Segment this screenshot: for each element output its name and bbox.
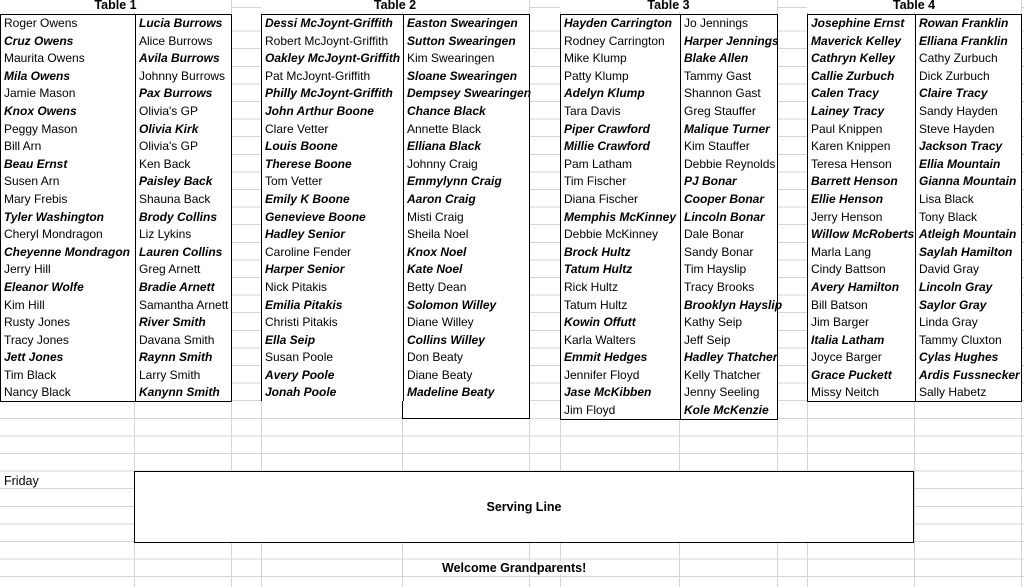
seat-name[interactable]: Jerry Hill [4, 262, 51, 277]
seat-name[interactable]: Genevieve Boone [265, 209, 366, 224]
seat-name[interactable]: Rusty Jones [4, 315, 71, 330]
seat-name[interactable]: Tammy Cluxton [919, 332, 1002, 347]
seat-name[interactable]: Brody Collins [139, 209, 218, 224]
table-1-right-column [135, 15, 232, 401]
seat-name[interactable]: Tatum Hultz [564, 297, 628, 312]
seat-name[interactable]: Karla Walters [564, 332, 636, 347]
seat-name[interactable]: Kate Noel [407, 262, 463, 277]
seat-name[interactable]: Susan Poole [265, 350, 334, 365]
seat-name[interactable]: Cruz Owens [4, 33, 74, 48]
seat-name[interactable]: Olivia's GP [139, 103, 198, 118]
seat-name[interactable]: Aaron Craig [407, 191, 476, 206]
seat-name[interactable]: Italia Latham [811, 332, 885, 347]
table-3-right-column [680, 15, 783, 419]
seat-name[interactable]: Avery Poole [265, 367, 335, 382]
seat-name[interactable]: Greg Stauffer [684, 103, 756, 118]
seat-name[interactable]: Mike Klump [564, 51, 627, 66]
seat-name[interactable]: Tony Black [919, 209, 978, 224]
table-2-left-column [262, 15, 403, 401]
seat-name[interactable]: Karen Knippen [811, 139, 891, 154]
seat-name[interactable]: Bill Batson [811, 297, 868, 312]
seat-name[interactable]: Teresa Henson [811, 156, 892, 171]
seat-name[interactable]: Sutton Swearingen [407, 33, 516, 48]
seat-name[interactable]: Christi Pitakis [265, 315, 338, 330]
seat-name[interactable]: Ken Back [139, 156, 191, 171]
seat-name[interactable]: Harper Jennings [684, 33, 779, 48]
seat-name[interactable]: Emmylynn Craig [407, 174, 502, 189]
seat-name[interactable]: Marla Lang [811, 244, 872, 259]
seat-name[interactable]: Alice Burrows [139, 33, 213, 48]
seat-name[interactable]: Jenny Seeling [684, 385, 760, 400]
welcome-text: Welcome Grandparents! [442, 561, 587, 575]
table-1-title: Table 1 [0, 0, 231, 12]
seat-name[interactable]: Robert McJoynt-Griffith [265, 33, 389, 48]
seat-name[interactable]: Ardis Fussnecker [919, 367, 1020, 382]
seat-name[interactable]: PJ Bonar [684, 174, 737, 189]
seat-name[interactable]: Shannon Gast [684, 86, 761, 101]
seat-name[interactable]: Caroline Fender [265, 244, 352, 259]
seat-name[interactable]: Tatum Hultz [564, 262, 633, 277]
seat-name[interactable]: Bill Arn [4, 139, 42, 154]
seat-name[interactable]: Linda Gray [919, 315, 978, 330]
seat-name[interactable]: Missy Neitch [811, 385, 880, 400]
seat-name[interactable]: Harper Senior [265, 262, 345, 277]
table-1 [0, 14, 232, 402]
seat-name[interactable]: Sloane Swearingen [407, 68, 518, 83]
table-2-right-column [403, 15, 530, 401]
table-1-left-column [1, 15, 135, 401]
seat-name[interactable]: Kim Swearingen [407, 51, 495, 66]
seat-name[interactable]: Jennifer Floyd [564, 367, 640, 382]
seat-name[interactable]: Paisley Back [139, 174, 213, 189]
seat-name[interactable]: Johnny Craig [407, 156, 478, 171]
seat-name[interactable]: Mary Frebis [4, 191, 68, 206]
seat-name[interactable]: Jackson Tracy [919, 139, 1003, 154]
seat-name[interactable]: Saylah Hamilton [919, 244, 1013, 259]
seat-name[interactable]: Callie Zurbuch [811, 68, 895, 83]
seat-name[interactable]: Calen Tracy [811, 86, 879, 101]
table-4-title: Table 4 [807, 0, 1021, 12]
table-2 [261, 14, 530, 401]
table-2-title: Table 2 [261, 0, 529, 12]
seat-name[interactable]: Tracy Jones [4, 332, 69, 347]
seat-name[interactable]: Knox Noel [407, 244, 467, 259]
seat-name[interactable]: Sandy Bonar [684, 244, 754, 259]
seat-name[interactable]: Nancy Black [4, 385, 71, 400]
seat-name[interactable]: Patty Klump [564, 68, 629, 83]
seat-name[interactable]: Willow McRoberts [811, 227, 915, 242]
seat-name[interactable]: Brooklyn Hayslip [684, 297, 783, 312]
seat-name[interactable]: Lauren Collins [139, 244, 223, 259]
seat-name[interactable]: Adelyn Klump [564, 86, 645, 101]
table-4-left-column [808, 15, 915, 401]
seat-name[interactable]: Raynn Smith [139, 350, 213, 365]
table-3-left-column [561, 15, 680, 419]
seat-name[interactable]: Brock Hultz [564, 244, 631, 259]
seat-name[interactable]: Kole McKenzie [684, 403, 769, 418]
table-3 [560, 14, 783, 420]
seat-name[interactable]: Larry Smith [139, 367, 201, 382]
seat-name[interactable]: Elliana Black [407, 139, 482, 154]
seat-name[interactable]: Knox Owens [4, 103, 77, 118]
seat-name[interactable]: Sheila Noel [407, 227, 469, 242]
seat-name[interactable]: Dale Bonar [684, 227, 745, 242]
seat-name[interactable]: Oakley McJoynt-Griffith [265, 51, 401, 66]
seat-name[interactable]: Hadley Thatcher [684, 350, 778, 365]
seat-name[interactable]: Davana Smith [139, 332, 215, 347]
seat-name[interactable]: Peggy Mason [4, 121, 78, 136]
seat-name[interactable]: Sally Habetz [919, 385, 987, 400]
seat-name[interactable]: Pat McJoynt-Griffith [265, 68, 371, 83]
seat-name[interactable]: Dempsey Swearingen [407, 86, 532, 101]
seat-name[interactable]: Madeline Beaty [407, 385, 495, 400]
seat-name[interactable]: Ella Seip [265, 332, 316, 347]
seat-name[interactable]: Kowin Offutt [564, 315, 636, 330]
seat-name[interactable]: Cooper Bonar [684, 191, 765, 206]
seat-name[interactable]: Shauna Back [139, 191, 211, 206]
seat-name[interactable]: Jim Barger [811, 315, 870, 330]
seat-name[interactable]: Joyce Barger [811, 350, 882, 365]
seat-name[interactable]: Roger Owens [4, 16, 78, 30]
seat-name[interactable]: Jo Jennings [684, 16, 749, 30]
seat-name[interactable]: Dessi McJoynt-Griffith [265, 16, 393, 30]
seat-name[interactable]: Kim Stauffer [684, 139, 750, 154]
seat-name[interactable]: Emilia Pitakis [265, 297, 343, 312]
seat-name[interactable]: Olivia's GP [139, 139, 198, 154]
seat-name[interactable]: Samantha Arnett [139, 297, 229, 312]
seat-name[interactable]: Paul Knippen [811, 121, 883, 136]
seat-name[interactable]: Avila Burrows [139, 51, 220, 66]
seat-name[interactable]: Cathy Zurbuch [919, 51, 998, 66]
seat-name[interactable]: Jett Jones [4, 350, 64, 365]
seat-name[interactable]: Greg Arnett [139, 262, 201, 277]
seat-name[interactable]: Pax Burrows [139, 86, 213, 101]
seat-name[interactable]: Barrett Henson [811, 174, 898, 189]
seat-name[interactable]: Cylas Hughes [919, 350, 999, 365]
seat-name[interactable]: Easton Swearingen [407, 16, 518, 30]
serving-line-box [134, 471, 914, 543]
seat-name[interactable]: Hayden Carrington [564, 16, 673, 30]
seat-name[interactable]: Pam Latham [564, 156, 633, 171]
seat-name[interactable]: Rodney Carrington [564, 33, 665, 48]
seat-name[interactable]: Diane Willey [407, 315, 474, 330]
seat-name[interactable]: Lincoln Gray [919, 279, 993, 294]
seat-name[interactable]: Tim Fischer [564, 174, 627, 189]
seat-name[interactable]: Kathy Seip [684, 315, 743, 330]
seat-name[interactable]: Tyler Washington [4, 209, 105, 224]
seat-name[interactable]: Johnny Burrows [139, 68, 226, 83]
seat-name[interactable]: Emmit Hedges [564, 350, 648, 365]
seat-name[interactable]: Tim Black [4, 367, 57, 382]
seat-name[interactable]: Cindy Battson [811, 262, 886, 277]
seat-name[interactable]: Millie Crawford [564, 139, 651, 154]
seat-name[interactable]: Chance Black [407, 103, 486, 118]
seat-name[interactable]: Dick Zurbuch [919, 68, 990, 83]
seat-name[interactable]: Tara Davis [564, 103, 621, 118]
seat-name[interactable]: Maurita Owens [4, 51, 85, 66]
table-4 [807, 14, 1022, 402]
seat-name[interactable]: Kelly Thatcher [684, 367, 761, 382]
seat-name[interactable]: Jamie Mason [4, 86, 76, 101]
seat-name[interactable]: Memphis McKinney [564, 209, 677, 224]
seat-name[interactable]: Kim Hill [4, 297, 45, 312]
seat-name[interactable]: John Arthur Boone [265, 103, 374, 118]
seat-name[interactable]: Lincoln Bonar [684, 209, 765, 224]
seat-name[interactable]: Gianna Mountain [919, 174, 1017, 189]
seat-name[interactable]: Maverick Kelley [811, 33, 902, 48]
seat-name[interactable]: Clare Vetter [265, 121, 329, 136]
table-2-extra-cell [402, 401, 530, 419]
seat-name[interactable]: Cheyenne Mondragon [4, 244, 131, 259]
seat-name[interactable]: Bradie Arnett [139, 279, 215, 294]
seat-name[interactable]: River Smith [139, 315, 206, 330]
seat-name[interactable]: Hadley Senior [265, 227, 346, 242]
seat-name[interactable]: Blake Allen [684, 51, 749, 66]
seat-name[interactable]: Elliana Franklin [919, 33, 1008, 48]
seat-name[interactable]: Solomon Willey [407, 297, 497, 312]
seat-name[interactable]: Lainey Tracy [811, 103, 885, 118]
seat-name[interactable]: Diane Beaty [407, 367, 473, 382]
seat-name[interactable]: Tom Vetter [265, 174, 323, 189]
seat-name[interactable]: Eleanor Wolfe [4, 279, 84, 294]
seat-name[interactable]: Kanynn Smith [139, 385, 220, 400]
seat-name[interactable]: Jim Floyd [564, 403, 616, 418]
seat-name[interactable]: Collins Willey [407, 332, 485, 347]
seat-name[interactable]: Liz Lykins [139, 227, 192, 242]
seat-name[interactable]: Tim Hayslip [684, 262, 747, 277]
table-4-right-column [915, 15, 1022, 401]
seat-name[interactable]: Malique Turner [684, 121, 770, 136]
seat-name[interactable]: Tammy Gast [684, 68, 752, 83]
seat-name[interactable]: Debbie McKinney [564, 227, 659, 242]
seat-name[interactable]: Olivia Kirk [139, 121, 199, 136]
friday-label: Friday [4, 474, 39, 488]
seat-name[interactable]: Betty Dean [407, 279, 467, 294]
seat-name[interactable]: Josephine Ernst [811, 16, 905, 30]
seat-name[interactable]: Debbie Reynolds [684, 156, 776, 171]
seat-name[interactable]: Nick Pitakis [265, 279, 328, 294]
seat-name[interactable]: Louis Boone [265, 139, 338, 154]
seat-name[interactable]: Lucia Burrows [139, 16, 223, 30]
seat-name[interactable]: Grace Puckett [811, 367, 892, 382]
seat-name[interactable]: Ellia Mountain [919, 156, 1001, 171]
serving-line-label: Serving Line [486, 500, 562, 514]
seat-name[interactable]: Emily K Boone [265, 191, 350, 206]
seat-name[interactable]: Tracy Brooks [684, 279, 755, 294]
seat-name[interactable]: Jerry Henson [811, 209, 883, 224]
seat-name[interactable]: Steve Hayden [919, 121, 995, 136]
seat-name[interactable]: Rick Hultz [564, 279, 619, 294]
seat-name[interactable]: Cathryn Kelley [811, 51, 896, 66]
seat-name[interactable]: Annette Black [407, 121, 482, 136]
seat-name[interactable]: Diana Fischer [564, 191, 639, 206]
seat-name[interactable]: David Gray [919, 262, 980, 277]
seat-name[interactable]: Atleigh Mountain [919, 227, 1017, 242]
seat-name[interactable]: Don Beaty [407, 350, 464, 365]
seat-name[interactable]: Philly McJoynt-Griffith [265, 86, 393, 101]
seat-name[interactable]: Saylor Gray [919, 297, 987, 312]
table-3-title: Table 3 [560, 0, 777, 12]
seat-name[interactable]: Susen Arn [4, 174, 60, 189]
seat-name[interactable]: Cheryl Mondragon [4, 227, 103, 242]
seat-name[interactable]: Jase McKibben [564, 385, 652, 400]
seat-name[interactable]: Claire Tracy [919, 86, 988, 101]
seat-name[interactable]: Lisa Black [919, 191, 974, 206]
seat-name[interactable]: Ellie Henson [811, 191, 884, 206]
seat-name[interactable]: Misti Craig [407, 209, 464, 224]
seat-name[interactable]: Piper Crawford [564, 121, 651, 136]
seat-name[interactable]: Jonah Poole [265, 385, 337, 400]
seat-name[interactable]: Rowan Franklin [919, 16, 1009, 30]
seat-name[interactable]: Sandy Hayden [919, 103, 998, 118]
seat-name[interactable]: Beau Ernst [4, 156, 68, 171]
seat-name[interactable]: Jeff Seip [684, 332, 731, 347]
seat-name[interactable]: Avery Hamilton [811, 279, 900, 294]
seat-name[interactable]: Therese Boone [265, 156, 352, 171]
seat-name[interactable]: Mila Owens [4, 68, 71, 83]
